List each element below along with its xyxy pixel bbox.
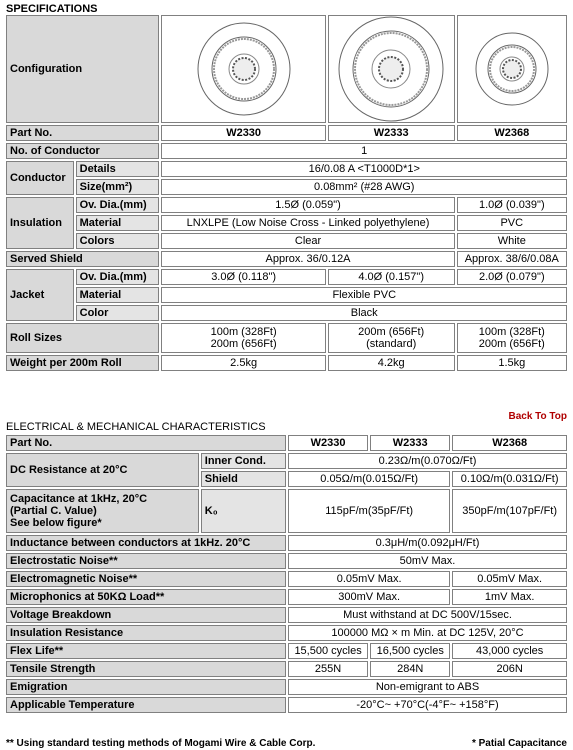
inner-cond-value: 0.23Ω/m(0.070Ω/Ft): [288, 453, 567, 469]
flex-life-label: Flex Life**: [6, 643, 286, 659]
capacitance-line: See below figure*: [10, 517, 102, 529]
electrostatic-noise-label: Electrostatic Noise**: [6, 553, 286, 569]
ins-colors-value: Clear: [161, 233, 454, 249]
footnote-partial-capacitance: * Patial Capacitance: [471, 738, 567, 749]
roll-sizes-w2333: [328, 323, 455, 353]
tensile-strength-w2368: 206N: [452, 661, 567, 677]
roll-size-line: (standard): [366, 338, 417, 350]
ins-colors-label: Colors: [76, 233, 160, 249]
dc-resistance-label: DC Resistance at 20°C: [6, 453, 199, 487]
elec-part-no-w2330: W2330: [288, 435, 368, 451]
shield-value: 0.05Ω/m(0.015Ω/Ft): [288, 471, 450, 487]
roll-size-line: 100m (328Ft): [210, 326, 277, 338]
capacitance-value-w2368: 350pF/m(107pF/Ft): [452, 489, 567, 533]
weight-w2368: 1.5kg: [457, 355, 567, 371]
voltage-breakdown-label: Voltage Breakdown: [6, 607, 286, 623]
served-shield-value-w2368: Approx. 38/6/0.08A: [457, 251, 567, 267]
jacket-ovdia-w2333: 4.0Ø (0.157"): [328, 269, 455, 285]
roll-size-line: 200m (656Ft): [478, 338, 545, 350]
cable-cross-section-w2330: [161, 15, 325, 123]
part-no-w2333: W2333: [328, 125, 455, 141]
spec-table: [4, 13, 569, 373]
applicable-temperature-value: -20°C~ +70°C(-4°F~ +158°F): [288, 697, 567, 713]
weight-w2333: 4.2kg: [328, 355, 455, 371]
insulation-resistance-value: 100000 MΩ × m Min. at DC 125V, 20°C: [288, 625, 567, 641]
cross-section-icon: [194, 19, 294, 119]
served-shield-value: Approx. 36/0.12A: [161, 251, 454, 267]
microphonics-value-w2368: 1mV Max.: [452, 589, 567, 605]
capacitance-line: (Partial C. Value): [10, 505, 97, 517]
size-label: Size(mm²): [76, 179, 160, 195]
k0-label: K₀: [201, 489, 286, 533]
weight-w2330: 2.5kg: [161, 355, 325, 371]
elec-part-no-w2368: W2368: [452, 435, 567, 451]
inner-cond-label: Inner Cond.: [201, 453, 286, 469]
electromagnetic-noise-label: Electromagnetic Noise**: [6, 571, 286, 587]
jacket-color-label: Color: [76, 305, 160, 321]
shield-label: Shield: [201, 471, 286, 487]
jacket-label: Jacket: [6, 269, 74, 321]
shield-value-w2368: 0.10Ω/m(0.031Ω/Ft): [452, 471, 567, 487]
flex-life-w2368: 43,000 cycles: [452, 643, 567, 659]
flex-life-w2333: 16,500 cycles: [370, 643, 450, 659]
microphonics-value: 300mV Max.: [288, 589, 450, 605]
ins-ovdia-value-w2368: 1.0Ø (0.039"): [457, 197, 567, 213]
jacket-ovdia-w2330: 3.0Ø (0.118"): [161, 269, 325, 285]
elec-table: [4, 433, 569, 715]
tensile-strength-label: Tensile Strength: [6, 661, 286, 677]
applicable-temperature-label: Applicable Temperature: [6, 697, 286, 713]
conductor-label: Conductor: [6, 161, 74, 195]
flex-life-w2330: 15,500 cycles: [288, 643, 368, 659]
roll-size-line: 200m (656Ft): [358, 326, 425, 338]
ins-material-value-w2368: PVC: [457, 215, 567, 231]
capacitance-label: [6, 489, 199, 533]
cross-section-icon: [335, 16, 447, 122]
jacket-ovdia-label: Ov. Dia.(mm): [76, 269, 160, 285]
details-value: 16/0.08 A <T1000D*1>: [161, 161, 567, 177]
ins-material-value: LNXLPE (Low Noise Cross - Linked polyethylene): [161, 215, 454, 231]
spec-title: SPECIFICATIONS: [6, 3, 98, 15]
tensile-strength-w2333: 284N: [370, 661, 450, 677]
inductance-value: 0.3μH/m(0.092μH/Ft): [288, 535, 567, 551]
part-no-label: Part No.: [6, 125, 159, 141]
ins-ovdia-label: Ov. Dia.(mm): [76, 197, 160, 213]
cable-cross-section-w2368: [457, 15, 567, 123]
roll-size-line: 100m (328Ft): [478, 326, 545, 338]
roll-size-line: 200m (656Ft): [210, 338, 277, 350]
voltage-breakdown-value: Must withstand at DC 500V/15sec.: [288, 607, 567, 623]
size-value: 0.08mm² (#28 AWG): [161, 179, 567, 195]
inductance-label: Inductance between conductors at 1kHz. 20°C: [6, 535, 286, 551]
ins-material-label: Material: [76, 215, 160, 231]
footnote-testing-methods: ** Using standard testing methods of Mogami Wire & Cable Corp.: [6, 738, 316, 749]
electrostatic-noise-value: 50mV Max.: [288, 553, 567, 569]
no-conductor-label: No. of Conductor: [6, 143, 159, 159]
elec-part-no-w2333: W2333: [370, 435, 450, 451]
capacitance-line: Capacitance at 1kHz, 20°C: [10, 493, 148, 505]
jacket-ovdia-w2368: 2.0Ø (0.079"): [457, 269, 567, 285]
configuration-label: Configuration: [6, 15, 159, 123]
electromagnetic-noise-value: 0.05mV Max.: [288, 571, 450, 587]
part-no-w2368: W2368: [457, 125, 567, 141]
microphonics-label: Microphonics at 50KΩ Load**: [6, 589, 286, 605]
back-to-top-link[interactable]: Back To Top: [508, 411, 567, 422]
cross-section-icon: [472, 29, 552, 109]
no-conductor-value: 1: [161, 143, 567, 159]
elec-part-no-label: Part No.: [6, 435, 286, 451]
emigration-value: Non-emigrant to ABS: [288, 679, 567, 695]
served-shield-label: Served Shield: [6, 251, 159, 267]
ins-ovdia-value: 1.5Ø (0.059"): [161, 197, 454, 213]
tensile-strength-w2330: 255N: [288, 661, 368, 677]
jacket-material-value: Flexible PVC: [161, 287, 567, 303]
elec-title: ELECTRICAL & MECHANICAL CHARACTERISTICS: [6, 421, 266, 433]
jacket-color-value: Black: [161, 305, 567, 321]
roll-sizes-w2330: [161, 323, 325, 353]
electromagnetic-noise-value-w2368: 0.05mV Max.: [452, 571, 567, 587]
capacitance-value: 115pF/m(35pF/Ft): [288, 489, 450, 533]
emigration-label: Emigration: [6, 679, 286, 695]
details-label: Details: [76, 161, 160, 177]
ins-colors-value-w2368: White: [457, 233, 567, 249]
insulation-resistance-label: Insulation Resistance: [6, 625, 286, 641]
weight-label: Weight per 200m Roll: [6, 355, 159, 371]
cable-cross-section-w2333: [328, 15, 455, 123]
jacket-material-label: Material: [76, 287, 160, 303]
roll-sizes-label: Roll Sizes: [6, 323, 159, 353]
insulation-label: Insulation: [6, 197, 74, 249]
roll-sizes-w2368: [457, 323, 567, 353]
part-no-w2330: W2330: [161, 125, 325, 141]
